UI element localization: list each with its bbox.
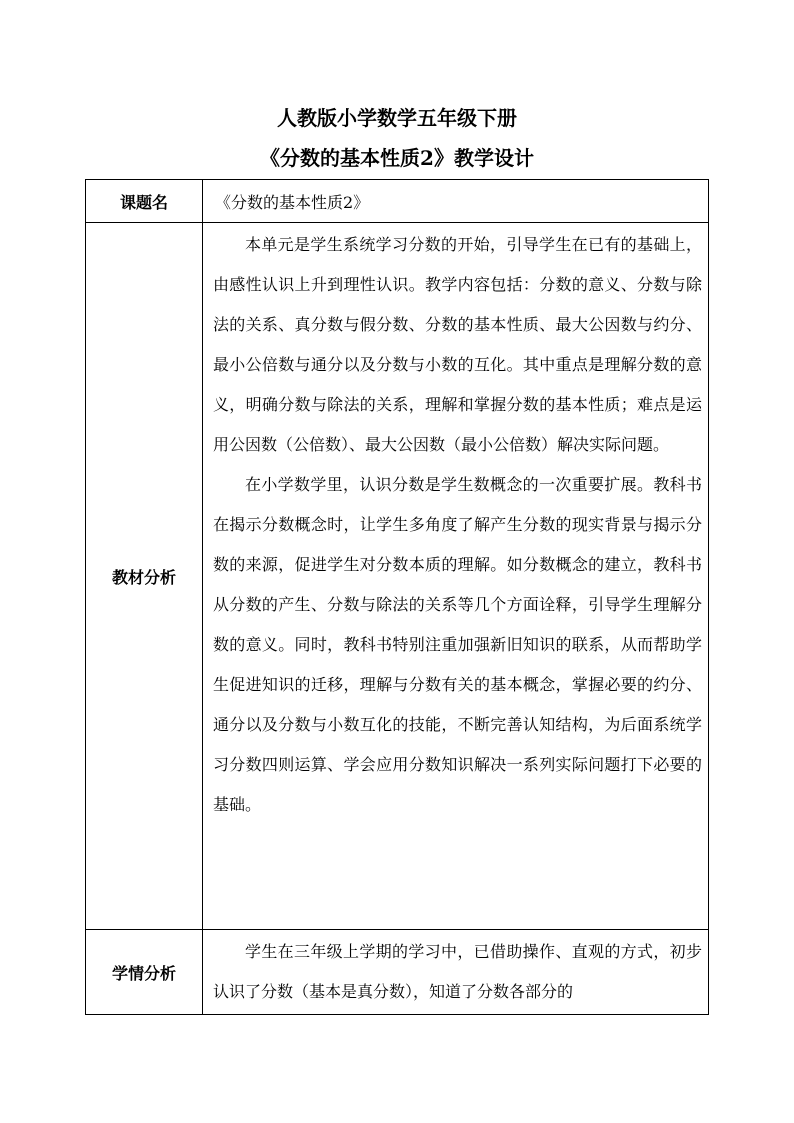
lesson-plan-table xyxy=(85,179,709,1015)
row-content-material-analysis xyxy=(203,223,709,930)
document-title-line2: 《分数的基本性质2》教学设计 xyxy=(260,146,534,170)
table-row-material-analysis xyxy=(86,223,709,930)
table-row-learner-analysis xyxy=(86,930,709,1015)
material-analysis-paragraph-1: 本单元是学生系统学习分数的开始，引导学生在已有的基础上，由感性认识上升到理性认识。教学内容包括：分数的意义、分数与除法的关系、真分数与假分数、分数的基本性质、最大公因数与约分、最小公倍数与通分以及分数与小数的互化。其中重点是理解分数的意义，明确分数与除法的关系，理解和掌握分数的基本性质；难点是运用公因数（公倍数）、最大公因数（最小公倍数）解决实际问题。 xyxy=(213,235,702,454)
table-row-topic xyxy=(86,180,709,223)
row-content-topic: 《分数的基本性质2》 xyxy=(203,180,709,223)
material-analysis-paragraph-2: 在小学数学里，认识分数是学生数概念的一次重要扩展。教科书在揭示分数概念时，让学生多角度了解产生分数的现实背景与揭示分数的来源，促进学生对分数本质的理解。如分数概念的建立，教科书从分数的产生、分数与除法的关系等几个方面诠释，引导学生理解分数的意义。同时，教科书特别注重加强新旧知识的联系，从而帮助学生促进知识的迁移，理解与分数有关的基本概念，掌握必要的约分、通分以及分数与小数互化的技能，不断完善认知结构，为后面系统学习分数四则运算、学会应用分数知识解决一系列实际问题打下必要的基础。 xyxy=(213,475,702,814)
document-title-line1: 人教版小学数学五年级下册 xyxy=(277,106,517,130)
learner-analysis-paragraph-1: 学生在三年级上学期的学习中，已借助操作、直观的方式，初步认识了分数（基本是真分数），知道了分数各部分的 xyxy=(213,942,702,1001)
row-label-topic: 课题名 xyxy=(86,180,203,223)
row-label-material-analysis: 教材分析 xyxy=(86,223,203,930)
row-label-learner-analysis: 学情分析 xyxy=(86,930,203,1015)
row-content-learner-analysis xyxy=(203,930,709,1015)
